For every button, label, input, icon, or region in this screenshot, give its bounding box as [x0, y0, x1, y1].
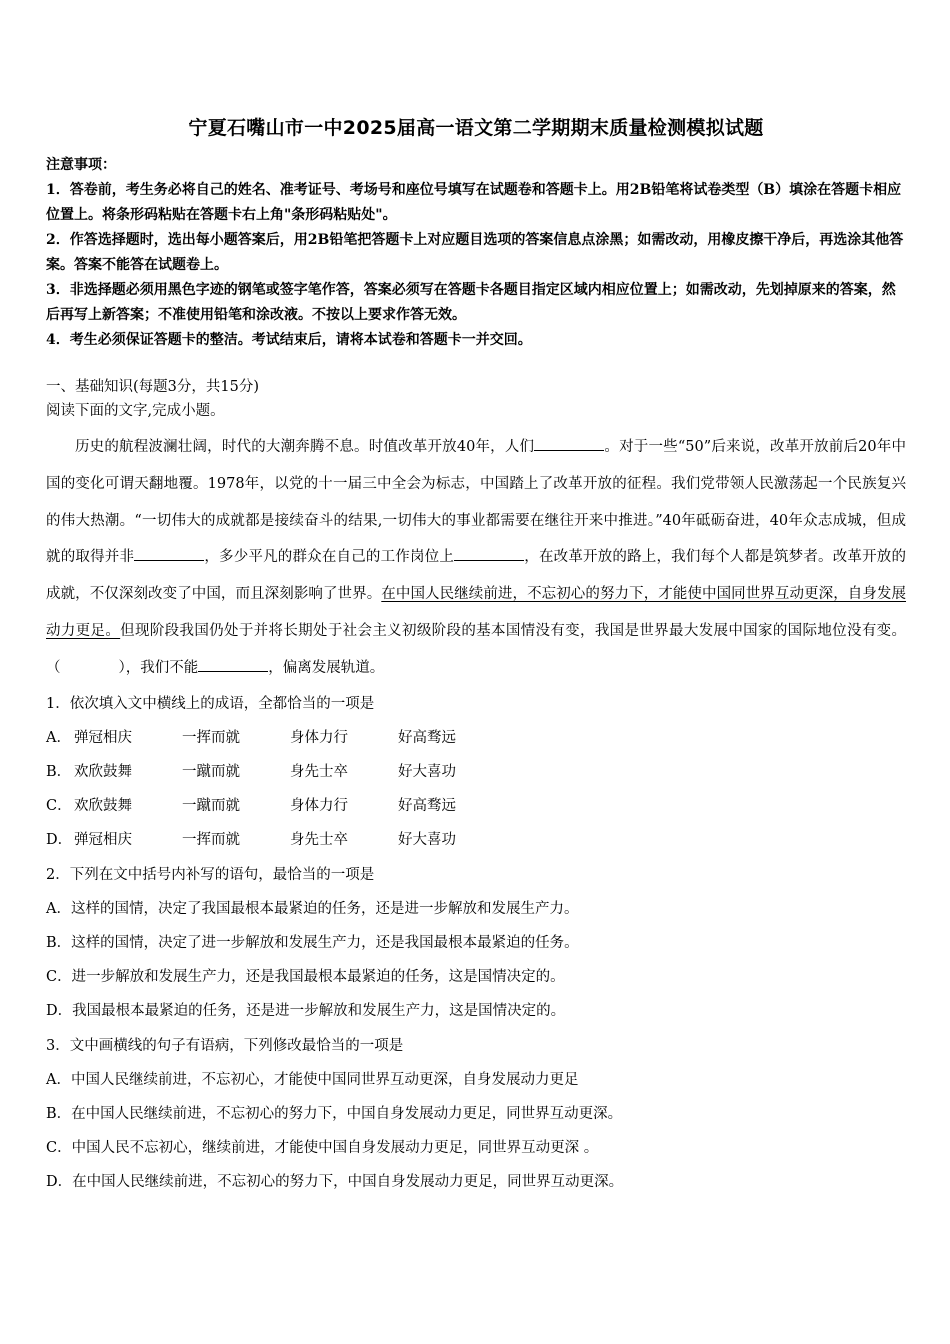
- fill-blank: [534, 434, 604, 451]
- question-2-option: A．这样的国情，决定了我国最根本最紧迫的任务，还是进一步解放和发展生产力。: [46, 900, 579, 917]
- question-1-option: [46, 755, 906, 789]
- option-word: 一蹴而就: [182, 763, 240, 780]
- note-item: 1．答卷前，考生务必将自己的姓名、准考证号、考场号和座位号填写在试题卷和答题卡上。用2B铅笔将试卷类型（B）填涂在答题卡相应位置上。将条形码粘贴在答题卡右上角"条形码粘贴处"。: [46, 182, 902, 223]
- note-item: 4．考生必须保证答题卡的整洁。考试结束后，请将本试卷和答题卡一并交回。: [46, 332, 532, 348]
- option-letter: A．: [46, 729, 71, 746]
- reading-instruction: 阅读下面的文字,完成小题。: [46, 403, 225, 419]
- option-word: 好大喜功: [398, 832, 456, 849]
- option-word: 好大喜功: [398, 763, 456, 780]
- passage-text: ，多少平凡的群众在自己的工作岗位上: [204, 549, 455, 566]
- passage-text: 但现阶段我国仍处于并将长期处于社会主义初级阶段的基本国情没有变，我国是世界最大发展中国家的国际地位没有变。（ ），我们不能: [46, 622, 907, 676]
- question-2-option: D．我国最根本最紧迫的任务，还是进一步解放和发展生产力，这是国情决定的。: [46, 1003, 566, 1020]
- question-1-option: [46, 789, 906, 823]
- question-3-stem: 3．文中画横线的句子有语病，下列修改最恰当的一项是: [46, 1037, 404, 1054]
- passage-text: ，偏离发展轨道。: [268, 659, 385, 676]
- section-title: 一、基础知识(每题3分，共15分): [46, 379, 259, 395]
- question-2-option: C．进一步解放和发展生产力，还是我国最根本最紧迫的任务，这是国情决定的。: [46, 969, 565, 986]
- question-1-stem: 1．依次填入文中横线上的成语，全都恰当的一项是: [46, 695, 375, 712]
- option-word: 身先士卒: [290, 763, 348, 780]
- fill-blank: [454, 544, 524, 561]
- option-letter: D．: [46, 832, 73, 849]
- passage-text: ，在改革开放的路上，我们每个人都是筑梦者。改革开放的成就，不仅深刻改变了中国，而且深刻影响了世界。: [46, 549, 907, 603]
- option-word: 身体力行: [290, 798, 348, 815]
- notes-heading: 注意事项：: [46, 157, 116, 173]
- question-3-option: D．在中国人民继续前进，不忘初心的努力下，中国自身发展动力更足，同世界互动更深。: [46, 1174, 624, 1191]
- basic-knowledge-section: [46, 375, 906, 1200]
- note-item: 3．非选择题必须用黑色字迹的钢笔或签字笔作答，答案必须写在答题卡各题目指定区域内相应位置上；如需改动，先划掉原来的答案，然后再写上新答案；不准使用铅笔和涂改液。不按以上要求作答无效。: [46, 282, 896, 323]
- question-3-option: C．中国人民不忘初心，继续前进，才能使中国自身发展动力更足，同世界互动更深 。: [46, 1140, 599, 1157]
- option-word: 弹冠相庆: [74, 832, 132, 849]
- option-word: 好高骛远: [398, 798, 456, 815]
- notes-block: [46, 153, 906, 353]
- question-3-option: B．在中国人民继续前进，不忘初心的努力下，中国自身发展动力更足，同世界互动更深。: [46, 1106, 623, 1123]
- underlined-sentence: 在中国人民继续前进，不忘初心的努力下，才能使中国同世界互动更深，自身发展动力更足。: [46, 586, 907, 639]
- question-2-stem: 2．下列在文中括号内补写的语句，最恰当的一项是: [46, 866, 375, 883]
- option-letter: C．: [46, 798, 72, 815]
- fill-blank: [134, 544, 204, 561]
- option-word: 欢欣鼓舞: [74, 763, 132, 780]
- question-1-option: [46, 721, 906, 755]
- option-letter: B．: [46, 763, 72, 780]
- option-word: 一挥而就: [182, 729, 240, 746]
- question-1-option: [46, 823, 906, 857]
- option-word: 身先士卒: [290, 832, 348, 849]
- option-word: 一挥而就: [182, 832, 240, 849]
- passage-text: 历史的航程波澜壮阔，时代的大潮奔腾不息。时值改革开放40年，人们: [75, 439, 535, 455]
- option-word: 好高骛远: [398, 729, 456, 746]
- passage-text: 。对于一些“50”后来说，改革开放前后20年中国的变化可谓天翻地覆。1978年，以党的十一届三中全会为标志，中国踏上了改革开放的征程。我们党带领人民激荡起一个民族复兴的伟大热潮。“一切伟大的成就都是接续奋斗的结果,一切伟大的事业都需要在继往开来中推进。”40年砥砺奋进，40年众志成城，但成就的取得并非: [46, 439, 906, 566]
- option-word: 弹冠相庆: [74, 729, 132, 746]
- page-title: 宁夏石嘴山市一中2025届高一语文第二学期期末质量检测模拟试题: [188, 117, 764, 139]
- option-word: 身体力行: [290, 729, 348, 746]
- option-word: 一蹴而就: [182, 798, 240, 815]
- option-word: 欢欣鼓舞: [74, 798, 132, 815]
- question-2-option: B．这样的国情，决定了进一步解放和发展生产力，还是我国最根本最紧迫的任务。: [46, 935, 579, 951]
- note-item: 2．作答选择题时，选出每小题答案后，用2B铅笔把答题卡上对应题目选项的答案信息点涂黑；如需改动，用橡皮擦干净后，再选涂其他答案。答案不能答在试题卷上。: [46, 232, 904, 273]
- question-3-option: A．中国人民继续前进，不忘初心，才能使中国同世界互动更深，自身发展动力更足: [46, 1071, 579, 1088]
- reading-passage: [46, 429, 906, 687]
- fill-blank: [198, 655, 268, 672]
